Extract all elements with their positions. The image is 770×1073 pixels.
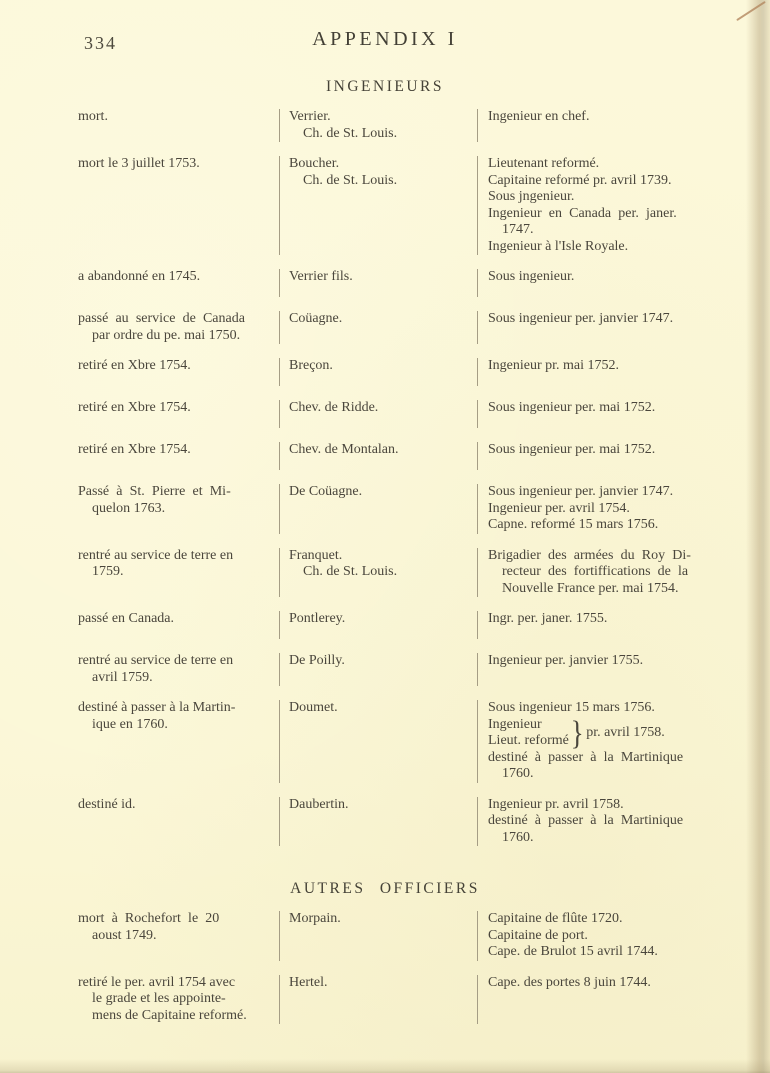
table-row (78, 400, 746, 435)
cell-rank (477, 548, 746, 598)
table-section (0, 78, 770, 853)
text-line: quelon 1763. (92, 500, 166, 516)
text-line: Ingenieur pr. avril 1758. (488, 796, 624, 812)
cell-status (78, 442, 279, 470)
text-line: mort à Rochefort le 20 (78, 911, 220, 926)
text-line: Nouvelle France per. mai 1754. (502, 580, 679, 596)
text-line: 1760. (502, 766, 534, 781)
text-line: destiné à passer à la Martinique (488, 813, 684, 828)
text-line: Lieut. reformé (488, 733, 569, 748)
cell-rank (477, 653, 746, 686)
cell-status (78, 484, 279, 534)
cell-name (279, 358, 477, 386)
cell-name (279, 611, 477, 639)
text-line: avril 1759. (92, 669, 153, 685)
cell-rank (477, 109, 746, 142)
text-line: par ordre du pe. mai 1750. (92, 327, 241, 343)
cell-rank (477, 269, 746, 297)
cell-name (279, 797, 477, 847)
text-line: Morpain. (289, 911, 341, 926)
cell-name (279, 975, 477, 1025)
text-line: De Coüagne. (289, 484, 363, 499)
cell-rank (477, 611, 746, 639)
text-line: Chev. de Ridde. (289, 400, 379, 415)
text-line: Sous ingenieur per. janvier 1747. (488, 484, 674, 499)
section-heading: INGENIEURS (326, 78, 444, 95)
brace-glyph: } (570, 714, 584, 752)
page-number: 334 (84, 33, 117, 53)
cell-rank (477, 700, 746, 783)
cell-name (279, 442, 477, 470)
brace-stacked-lines (488, 717, 569, 750)
cell-rank (477, 442, 746, 470)
text-line: Coüagne. (289, 311, 343, 326)
text-line: retiré en Xbre 1754. (78, 442, 191, 457)
cell-rank (477, 311, 746, 344)
cell-rank (477, 156, 746, 255)
text-line: destiné à passer à la Martinique (488, 749, 684, 765)
text-line: Franquet. (289, 547, 343, 563)
officers-table (78, 911, 746, 1031)
section-heading: AUTRES OFFICIERS (290, 880, 480, 897)
cell-name (279, 653, 477, 686)
cell-name (279, 911, 477, 961)
text-line: Daubertin. (289, 796, 349, 812)
text-line: Ingenieur en Canada per. janer. (488, 205, 677, 221)
cell-name (279, 311, 477, 344)
text-line: mens de Capitaine reformé. (92, 1007, 247, 1023)
text-line: pr. avril 1758. (586, 724, 665, 740)
table-row (78, 311, 746, 351)
text-line: Ingenieur en chef. (488, 109, 590, 124)
cell-rank (477, 358, 746, 386)
cell-status (78, 975, 279, 1025)
text-line: Capitaine reformé pr. avril 1739. (488, 172, 672, 188)
text-line: Ingenieur à l'Isle Royale. (488, 238, 629, 254)
cell-status (78, 358, 279, 386)
text-line: Capitaine de flûte 1720. (488, 911, 623, 926)
text-line: mort. (78, 109, 108, 124)
text-line: 1759. (92, 564, 124, 579)
page-title: APPENDIX I (312, 28, 458, 50)
table-row (78, 358, 746, 393)
table-row (78, 484, 746, 541)
text-line: Ingr. per. janer. 1755. (488, 611, 608, 626)
text-line: Sous ingenieur. (488, 269, 575, 284)
text-line: Cape. de Brulot 15 avril 1744. (488, 944, 658, 959)
text-line: Sous ingenieur per. janvier 1747. (488, 311, 674, 326)
text-line: Capne. reformé 15 mars 1756. (488, 517, 659, 532)
text-line: Sous ingenieur per. mai 1752. (488, 400, 656, 415)
cell-status (78, 109, 279, 142)
table-section (0, 880, 770, 1031)
cell-name (279, 269, 477, 297)
text-line: retiré en Xbre 1754. (78, 358, 191, 373)
text-line: Brigadier des armées du Roy Di- (488, 547, 691, 563)
cell-name (279, 156, 477, 255)
text-line: le grade et les appointe- (92, 991, 226, 1006)
text-line: Ingenieur pr. mai 1752. (488, 358, 620, 373)
cell-name (279, 400, 477, 428)
text-line: De Poilly. (289, 653, 345, 668)
cell-status (78, 269, 279, 297)
text-line: Sous ingenieur per. mai 1752. (488, 442, 656, 457)
table-row (78, 269, 746, 304)
text-line: destiné id. (78, 796, 136, 812)
table-row (78, 109, 746, 149)
officers-table (78, 109, 746, 853)
table-row (78, 700, 746, 790)
cell-rank (477, 911, 746, 961)
cell-rank (477, 484, 746, 534)
text-line: rentré au service de terre en (78, 653, 234, 668)
table-row (78, 911, 746, 968)
cell-rank (477, 400, 746, 428)
text-line: passé en Canada. (78, 611, 175, 626)
cell-status (78, 653, 279, 686)
cell-name (279, 484, 477, 534)
table-row (78, 653, 746, 693)
text-line: Doumet. (289, 700, 338, 715)
cell-status (78, 911, 279, 961)
cell-status (78, 400, 279, 428)
cell-name (279, 700, 477, 783)
text-line: Ingenieur per. janvier 1755. (488, 653, 644, 668)
text-line: recteur des fortiffications de la (502, 564, 689, 579)
text-line: Pontlerey. (289, 611, 346, 626)
text-line: Verrier. (289, 109, 331, 124)
text-line: retiré le per. avril 1754 avec (78, 974, 236, 990)
table-row (78, 156, 746, 262)
text-line: Lieutenant reformé. (488, 156, 600, 171)
text-line: 1747. (502, 222, 534, 237)
cell-rank (477, 797, 746, 847)
cell-status (78, 548, 279, 598)
text-line: Ch. de St. Louis. (303, 172, 398, 188)
text-line: Sous ingenieur 15 mars 1756. (488, 700, 655, 715)
text-line: Capitaine de port. (488, 927, 588, 943)
text-line: Boucher. (289, 156, 340, 171)
text-line: 1760. (502, 829, 534, 845)
cell-status (78, 156, 279, 255)
text-line: Hertel. (289, 974, 328, 990)
text-line: Sous jngenieur. (488, 189, 575, 204)
text-line: Ingenieur (488, 716, 542, 732)
cell-status (78, 611, 279, 639)
brace-group (488, 714, 746, 752)
cell-name (279, 109, 477, 142)
table-row (78, 797, 746, 854)
text-line: a abandonné en 1745. (78, 269, 201, 284)
text-line: ique en 1760. (92, 716, 168, 732)
text-line: Cape. des portes 8 juin 1744. (488, 974, 651, 990)
text-line: destiné à passer à la Martin- (78, 700, 236, 715)
table-row (78, 611, 746, 646)
text-line: Ingenieur per. avril 1754. (488, 500, 630, 516)
text-line: Chev. de Montalan. (289, 442, 399, 457)
text-line: aoust 1749. (92, 927, 157, 943)
bottom-edge-shadow (0, 1059, 770, 1073)
text-line: passé au service de Canada (78, 311, 245, 326)
text-line: retiré en Xbre 1754. (78, 400, 191, 415)
text-line: mort le 3 juillet 1753. (78, 156, 200, 171)
cell-status (78, 797, 279, 847)
text-line: Ch. de St. Louis. (303, 564, 398, 579)
text-line: Breçon. (289, 358, 333, 373)
text-line: Ch. de St. Louis. (303, 125, 398, 141)
table-row (78, 548, 746, 605)
cell-name (279, 548, 477, 598)
sections (0, 78, 770, 1031)
table-row (78, 975, 746, 1032)
cell-status (78, 311, 279, 344)
text-line: Verrier fils. (289, 269, 353, 284)
cell-status (78, 700, 279, 783)
table-row (78, 442, 746, 477)
cell-rank (477, 975, 746, 1025)
text-line: Passé à St. Pierre et Mi- (78, 484, 231, 499)
text-line: rentré au service de terre en (78, 547, 234, 563)
